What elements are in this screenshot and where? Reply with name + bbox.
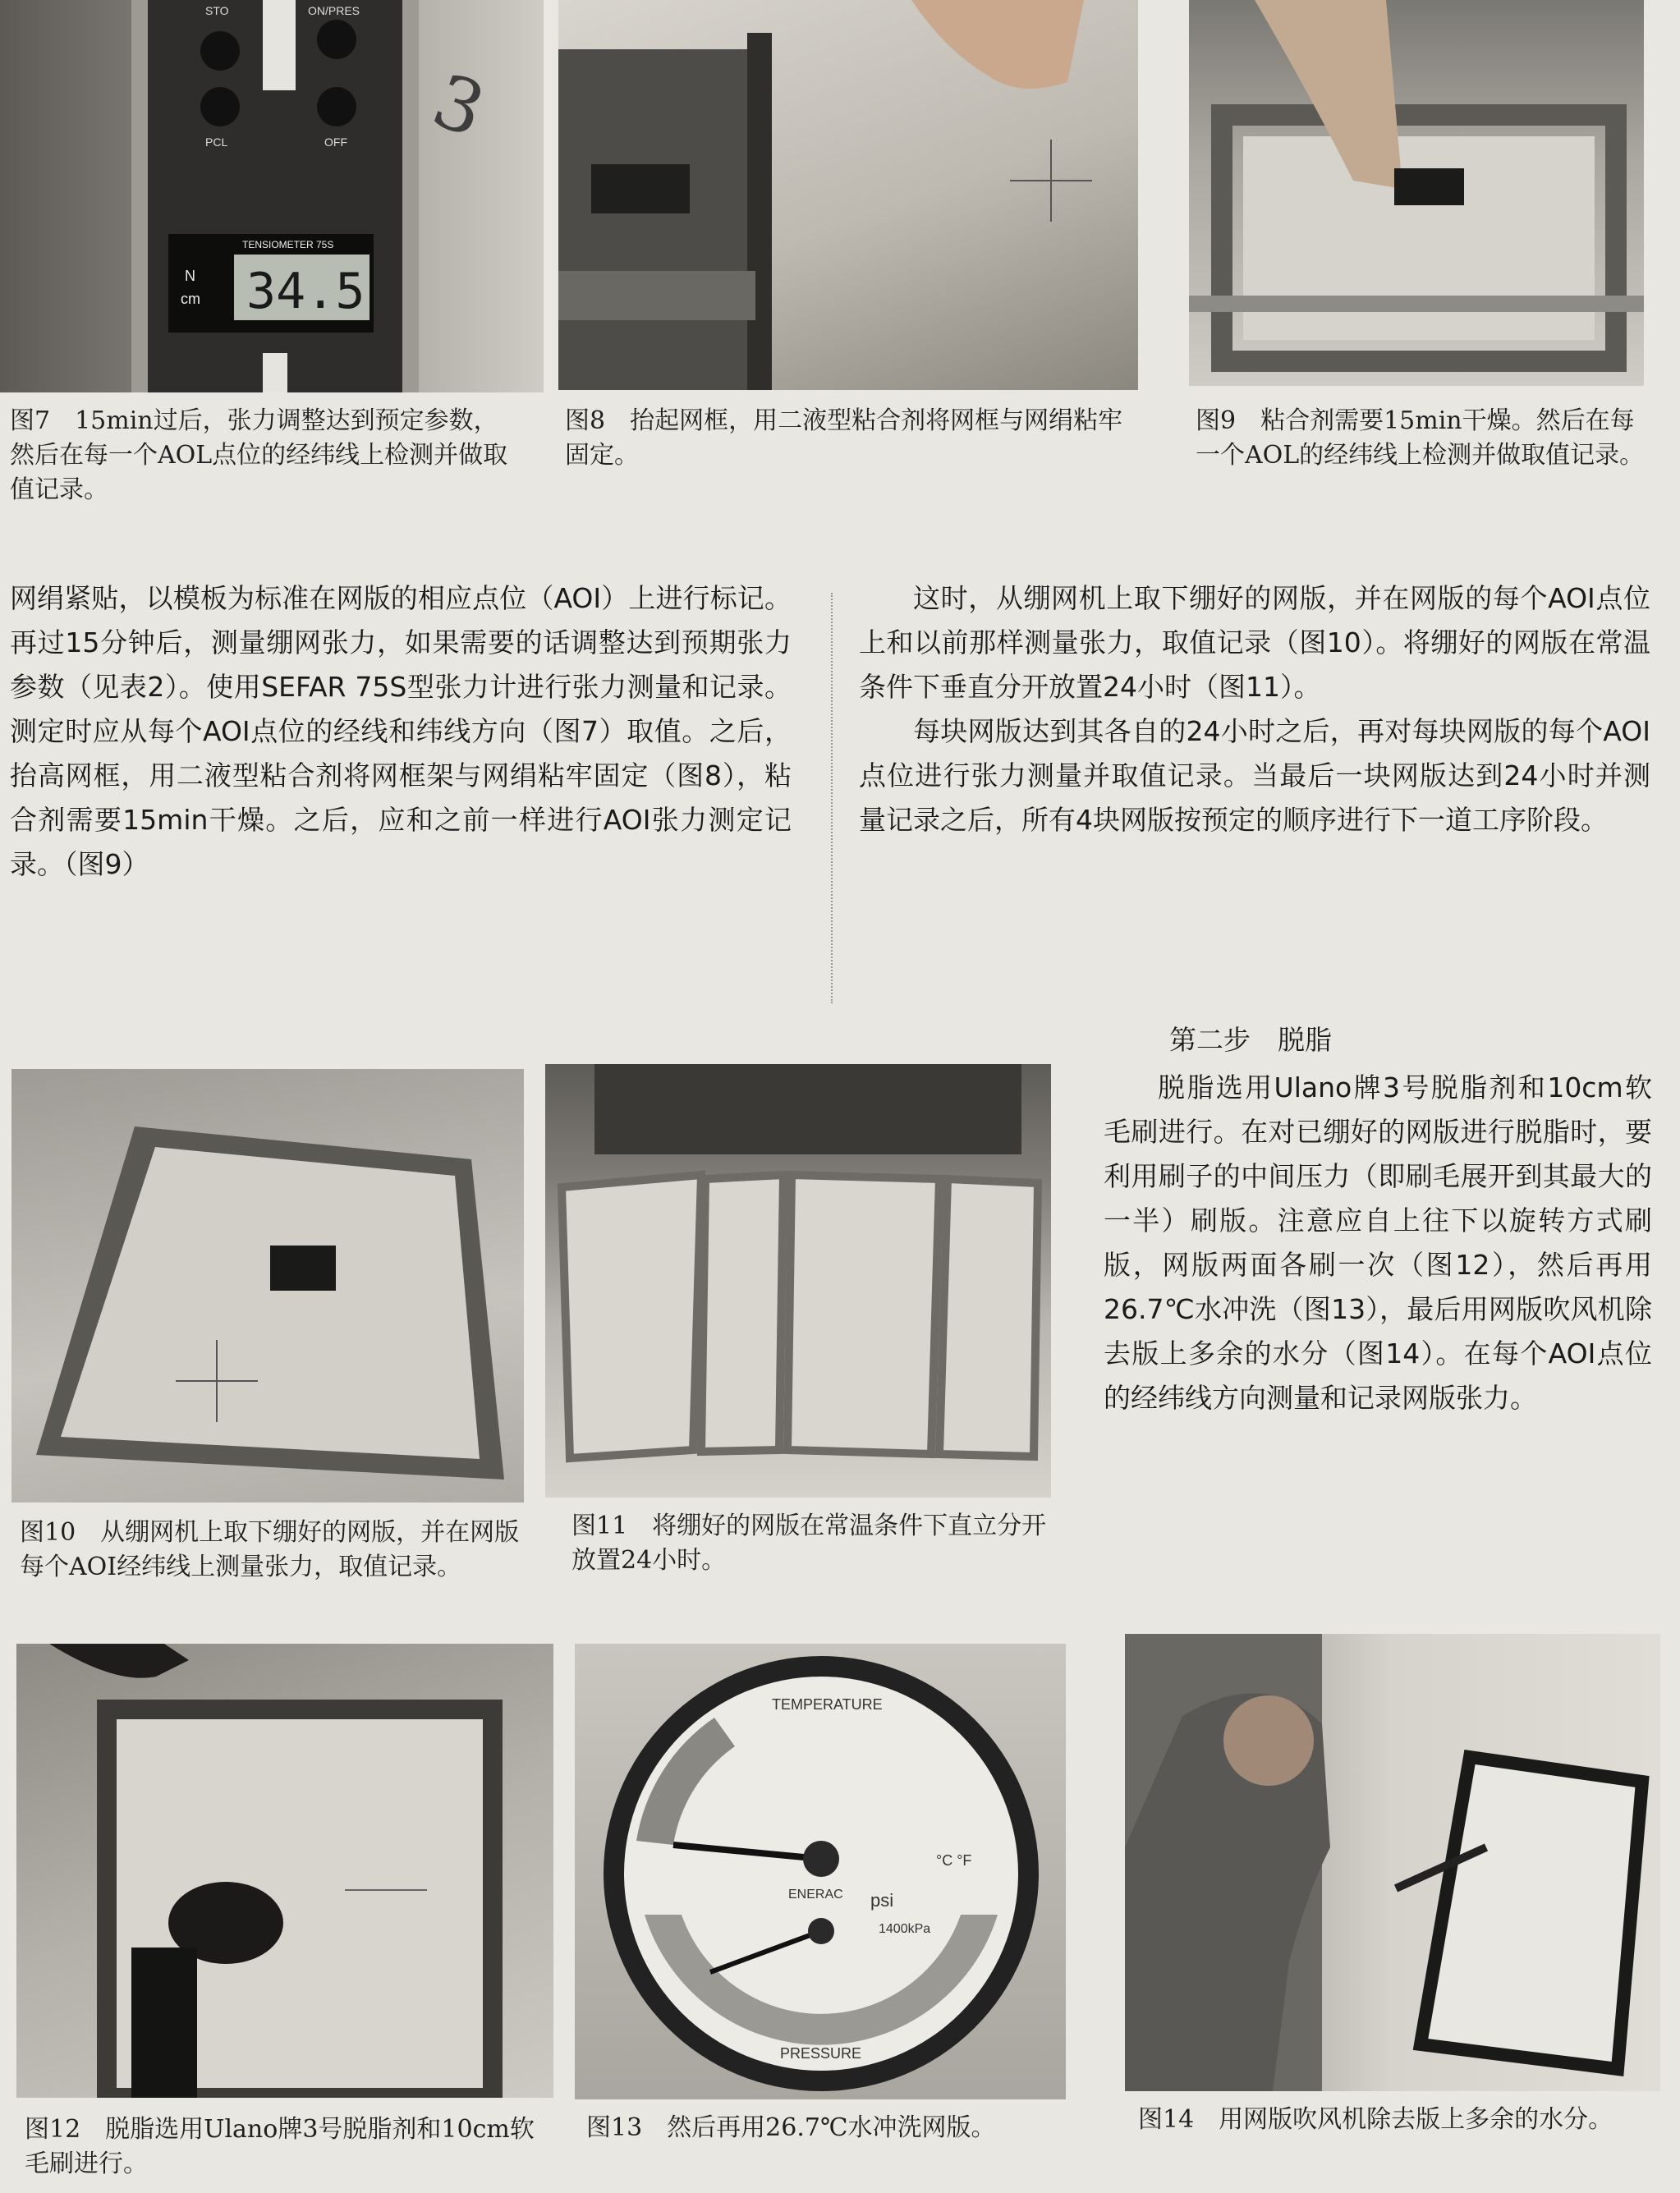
- caption-figure-7: 图7 15min过后，张力调整达到预定参数，然后在每一个AOL点位的经纬线上检测并做取值记录。: [10, 406, 508, 504]
- section-heading-degrease: 第二步 脱脂: [1169, 1024, 1332, 1056]
- left-column-text: [10, 576, 792, 887]
- degrease-paragraph: 脱脂选用Ulano牌3号脱脂剂和10cm软毛刷进行。在对已绷好的网版进行脱脂时，要利用刷子的中间压力（即刷毛展开到其最大的一半）刷版。注意应自上往下以旋转方式刷版，网版两面各刷一次（图12），然后再用26.7℃水冲洗（图13），最后用网版吹风机除去版上多余的水分（图14）。在每个AOI点位的经纬线方向测量和记录网版张力。: [1104, 1071, 1652, 1414]
- gauge-kpa: 1400kPa: [879, 1922, 931, 1936]
- blow-dryer-illustration: [1125, 1634, 1660, 2091]
- degreasing-brush-illustration: [16, 1644, 553, 2098]
- device-label-off: OFF: [324, 135, 347, 149]
- device-label-sto: STO: [205, 4, 229, 17]
- column-divider: [831, 593, 833, 1003]
- handwritten-mark: 3: [422, 57, 496, 155]
- tensiometer-reading: 34.5: [246, 263, 365, 320]
- screens-standing-illustration: [545, 1064, 1051, 1498]
- gauge-pressure-label: PRESSURE: [780, 2045, 862, 2062]
- figure-8-photo: [558, 0, 1138, 390]
- caption-figure-14: 图14 用网版吹风机除去版上多余的水分。: [1138, 2105, 1613, 2134]
- gauge-units: °C °F: [936, 1852, 972, 1869]
- right-paragraph-2: 每块网版达到其各自的24小时之后，再对每块网版的每个AOI点位进行张力测量并取值记录。当最后一块网版达到24小时并测量记录之后，所有4块网版按预定的顺序进行下一道工序阶段。: [859, 715, 1650, 836]
- figure-13-photo: [575, 1644, 1066, 2099]
- left-paragraph: 网绢紧贴，以模板为标准在网版的相应点位（AOI）上进行标记。再过15分钟后，测量绷网张力，如果需要的话调整达到预期张力参数（见表2）。使用SEFAR 75S型张力计进行张力测量和记录。测定时应从每个AOI点位的经线和纬线方向（图7）取值。之后，抬高网框，用二液型粘合剂将网框架与网绢粘牢固定（图8），粘合剂需要15min干燥。之后，应和之前一样进行AOI张力测定记录。（图9）: [10, 582, 792, 880]
- caption-figure-8: 图8 抬起网框，用二液型粘合剂将网框与网绢粘牢固定。: [565, 406, 1123, 470]
- gauge-temperature-label: TEMPERATURE: [772, 1696, 883, 1713]
- device-label-onpres: ON/PRES: [308, 4, 360, 17]
- unit-bottom: cm: [181, 291, 200, 307]
- figure-12-photo: [16, 1644, 553, 2098]
- right-column-text: [859, 576, 1650, 842]
- caption-figure-13: 图13 然后再用26.7℃水冲洗网版。: [586, 2113, 996, 2142]
- screen-on-floor-illustration: [11, 1069, 524, 1503]
- figure-9-photo: [1189, 0, 1644, 386]
- frame-lifting-illustration: [558, 0, 1138, 390]
- tensiometer-illustration: [0, 0, 544, 392]
- figure-7-photo: [0, 0, 544, 392]
- pressure-gauge-illustration: [575, 1644, 1066, 2099]
- adhesive-drying-illustration: [1189, 0, 1644, 386]
- caption-figure-10: 图10 从绷网机上取下绷好的网版，并在网版每个AOI经纬线上测量张力，取值记录。: [20, 1518, 520, 1581]
- figure-14-photo: [1125, 1634, 1660, 2091]
- caption-figure-11: 图11 将绷好的网版在常温条件下直立分开放置24小时。: [571, 1512, 1047, 1575]
- gauge-brand: ENERAC: [788, 1888, 843, 1902]
- caption-figure-12: 图12 脱脂选用Ulano牌3号脱脂剂和10cm软毛刷进行。: [25, 2115, 535, 2178]
- unit-top: N: [185, 268, 195, 284]
- right-paragraph-1: 这时，从绷网机上取下绷好的网版，并在网版的每个AOI点位上和以前那样测量张力，取值记录（图10）。将绷好的网版在常温条件下垂直分开放置24小时（图11）。: [859, 582, 1650, 703]
- device-label-pcl: PCL: [205, 135, 228, 149]
- degrease-text: [1104, 1066, 1652, 1420]
- device-name: TENSIOMETER 75S: [242, 239, 334, 250]
- figure-10-photo: [11, 1069, 524, 1503]
- figure-11-photo: [545, 1064, 1051, 1498]
- caption-figure-9: 图9 粘合剂需要15min干燥。然后在每一个AOL的经纬线上检测并做取值记录。: [1196, 406, 1645, 470]
- gauge-psi: psi: [870, 1890, 894, 1911]
